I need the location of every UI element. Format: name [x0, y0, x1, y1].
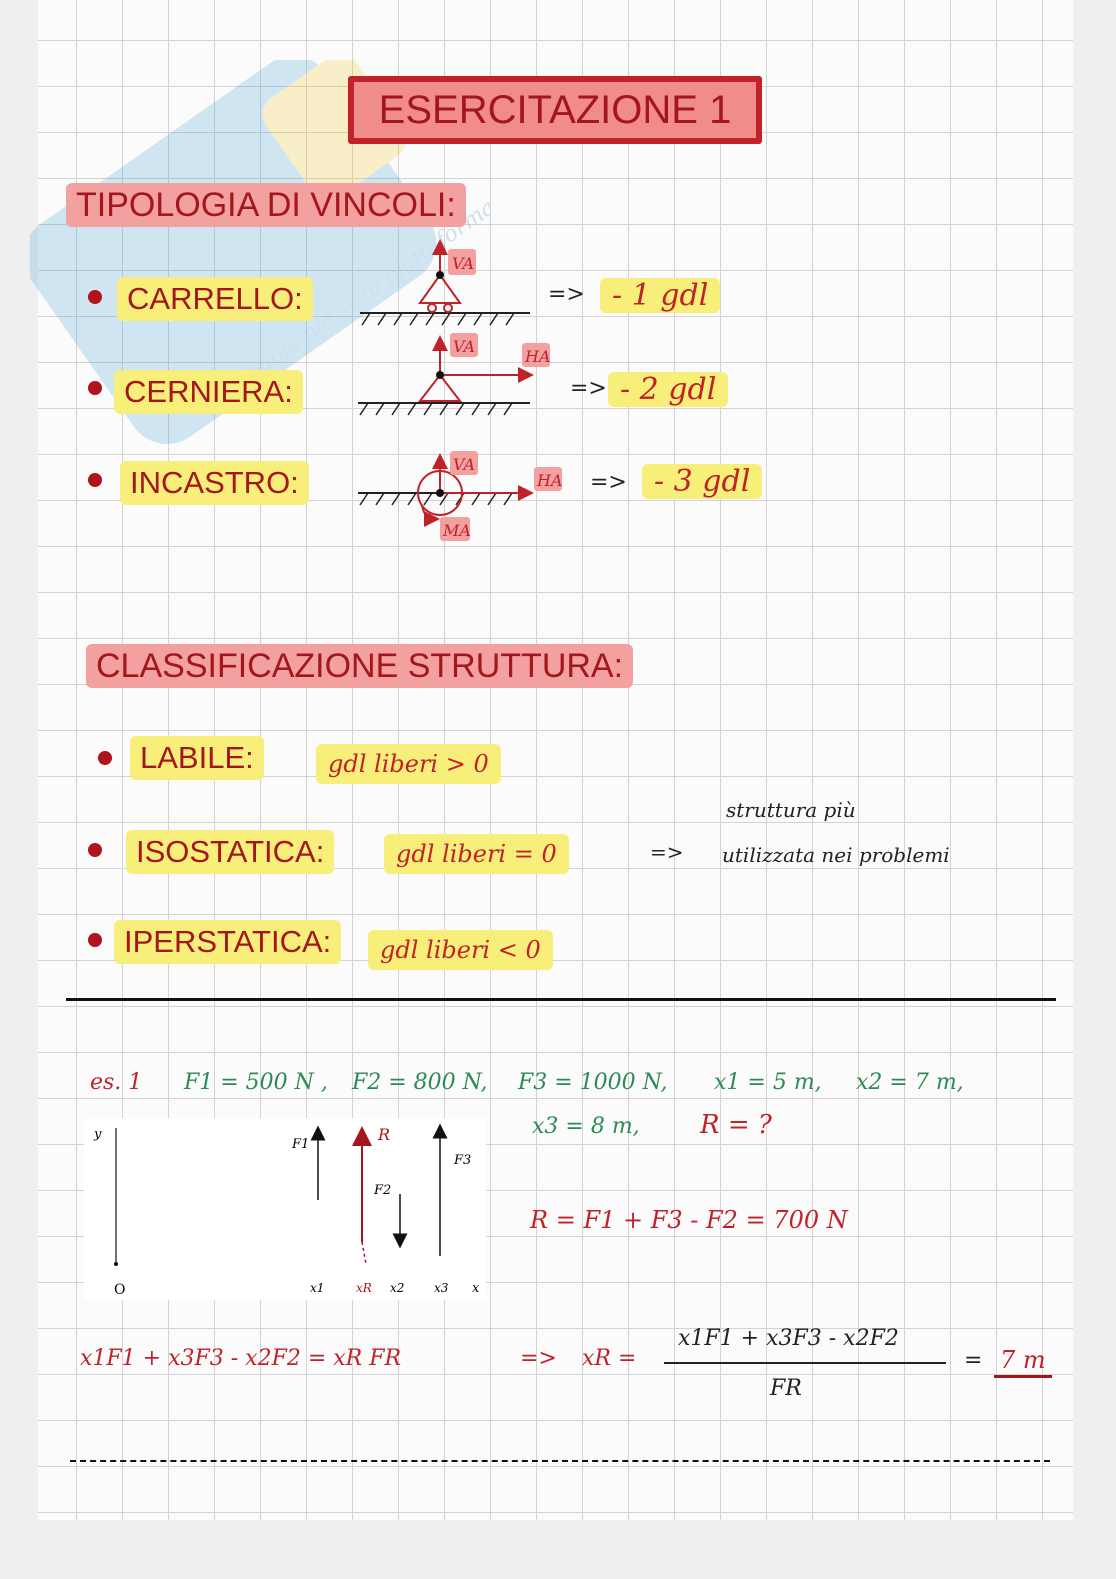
iperstatica-rule: gdl liberi < 0 [368, 930, 553, 970]
f2-label: F2 [374, 1183, 392, 1198]
bullet [88, 933, 102, 947]
x3-label: x3 [434, 1281, 449, 1295]
resultant-equation: R = F1 + F3 - F2 = 700 N [530, 1206, 848, 1234]
exercise-x3: x3 = 8 m, [532, 1114, 640, 1139]
constraint-label-carrello: CARRELLO: [117, 277, 313, 321]
va-label: VA [453, 455, 476, 474]
f1-label: F1 [292, 1137, 310, 1152]
x1-label: x1 [310, 1281, 325, 1295]
ha-label: HA [525, 347, 551, 366]
xr-label-eq: xR = [582, 1346, 637, 1371]
exercise-f2: F2 = 800 N, [352, 1070, 488, 1095]
equals-sign: = [964, 1348, 983, 1373]
section-heading-vincoli: TIPOLOGIA DI VINCOLI: [66, 183, 466, 227]
structure-label-labile: LABILE: [130, 736, 264, 780]
constraint-label-cerniera: CERNIERA: [114, 370, 303, 414]
implies-arrow: => [570, 376, 607, 401]
carrello-gdl: - 1 gdl [600, 278, 720, 313]
implies-arrow: => [650, 840, 684, 864]
structure-label-iperstatica: IPERSTATICA: [114, 920, 341, 964]
implies-arrow: => [590, 470, 627, 495]
incastro-gdl: - 3 gdl [642, 464, 762, 499]
isostatica-note-line2: utilizzata nei problemi [722, 843, 950, 867]
x-axis-label: x [472, 1281, 480, 1296]
bullet [88, 473, 102, 487]
force-diagram [84, 1118, 486, 1300]
y-axis-label: y [94, 1127, 102, 1142]
exercise-x2: x2 = 7 m, [856, 1070, 964, 1095]
page-title: ESERCITAZIONE 1 [348, 76, 762, 144]
exercise-f1: F1 = 500 N , [184, 1070, 328, 1095]
bullet [88, 843, 102, 857]
x2-label: x2 [390, 1281, 405, 1295]
ha-label: HA [537, 471, 563, 490]
exercise-number: es. 1 [90, 1070, 143, 1095]
exercise-f3: F3 = 1000 N, [518, 1070, 668, 1095]
va-label: VA [452, 254, 475, 273]
fraction-numerator: x1F1 + x3F3 - x2F2 [678, 1326, 899, 1351]
bullet [98, 751, 112, 765]
implies-arrow: => [548, 282, 585, 307]
section-heading-classificazione: CLASSIFICAZIONE STRUTTURA: [86, 644, 633, 688]
va-label: VA [453, 337, 476, 356]
structure-label-isostatica: ISOSTATICA: [126, 830, 334, 874]
bullet [88, 290, 102, 304]
ma-label: MA [443, 521, 471, 540]
r-label: R [378, 1125, 391, 1144]
xr-answer: 7 m [1000, 1346, 1046, 1374]
cerniera-gdl: - 2 gdl [608, 372, 728, 407]
constraint-sketches [340, 235, 570, 545]
incastro-sketch [358, 451, 563, 541]
xr-label: xR [356, 1281, 372, 1295]
bullet [88, 381, 102, 395]
dashed-separator [70, 1460, 1050, 1462]
cerniera-sketch [358, 333, 551, 415]
carrello-sketch [360, 243, 530, 325]
exercise-x1: x1 = 5 m, [714, 1070, 822, 1095]
exercise-question: R = ? [700, 1110, 772, 1140]
isostatica-rule: gdl liberi = 0 [384, 834, 569, 874]
origin-label: O [114, 1282, 126, 1298]
f3-label: F3 [454, 1153, 472, 1168]
labile-rule: gdl liberi > 0 [316, 744, 501, 784]
constraint-label-incastro: INCASTRO: [120, 461, 309, 505]
answer-underline [994, 1375, 1052, 1378]
section-divider [66, 998, 1056, 1001]
moment-equation: x1F1 + x3F3 - x2F2 = xR FR [80, 1346, 402, 1371]
isostatica-note-line1: struttura più [726, 798, 856, 822]
implies-arrow: => [520, 1346, 557, 1371]
fraction-bar [664, 1362, 946, 1364]
fraction-denominator: FR [770, 1376, 802, 1401]
